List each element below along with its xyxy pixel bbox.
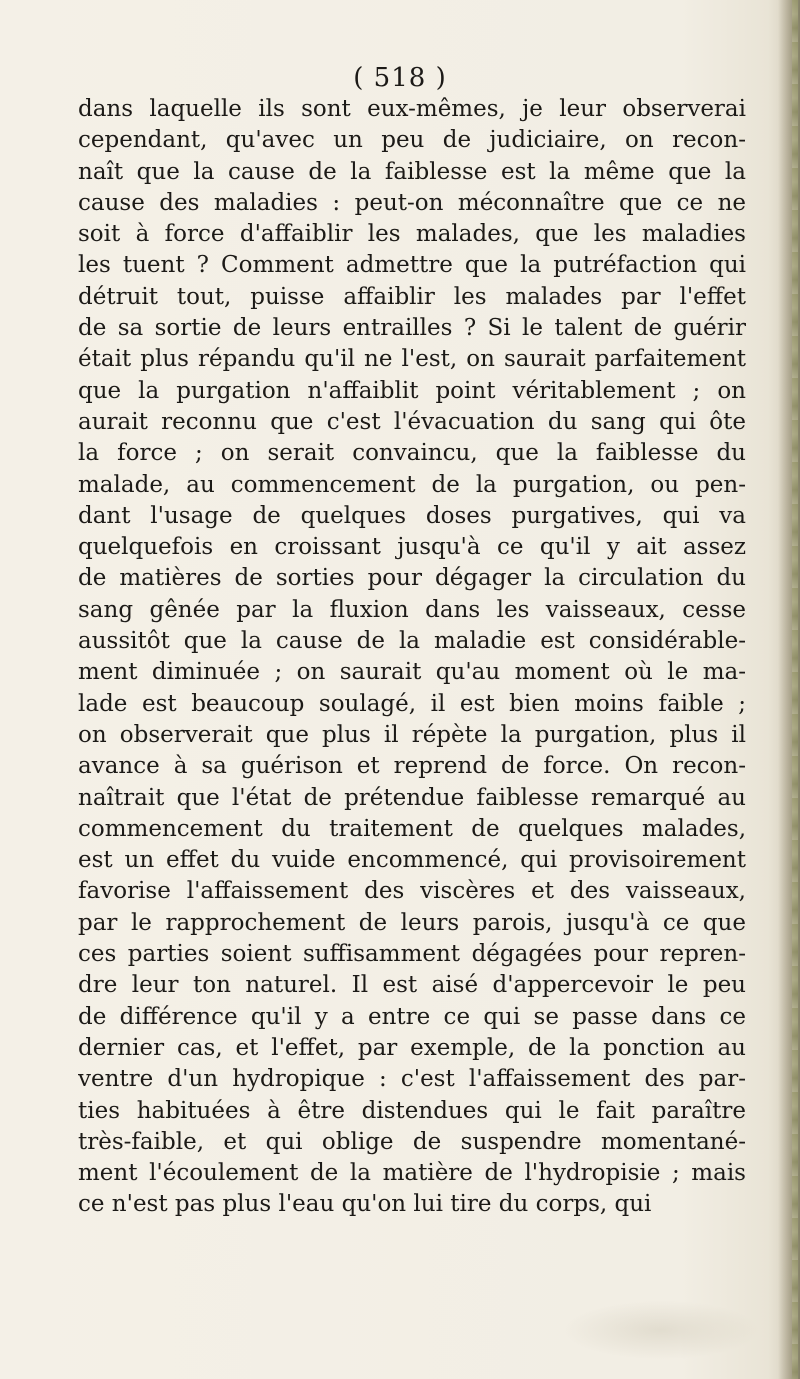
- text-line: ce n'est pas plus l'eau qu'on lui tire du corps, qui: [78, 1191, 652, 1218]
- page-number: ( 518 ): [353, 63, 447, 93]
- text-line: on observerait que plus il répète la purgation, plus il: [78, 721, 746, 748]
- text-line: cause des maladies : peut-on méconnaître que ce ne: [78, 189, 746, 216]
- text-line: dans laquelle ils sont eux-mêmes, je leur observerai: [78, 96, 746, 122]
- text-line: sang gênée par la fluxion dans les vaisseaux, cesse: [78, 596, 746, 623]
- text-line: aurait reconnu que c'est l'évacuation du sang qui ôte: [78, 408, 746, 435]
- text-line: ment l'écoulement de la matière de l'hydropisie ; mais: [78, 1160, 746, 1187]
- text-line: dernier cas, et l'effet, par exemple, de la ponction au: [78, 1034, 746, 1061]
- text-line: dant l'usage de quelques doses purgatives, qui va: [78, 502, 746, 529]
- text-line: était plus répandu qu'il ne l'est, on saurait parfaitement: [78, 346, 746, 373]
- page-edge: [792, 0, 798, 1379]
- text-line: quelquefois en croissant jusqu'à ce qu'il y ait assez: [78, 534, 746, 561]
- text-line: favorise l'affaissement des viscères et des vaisseaux,: [78, 878, 746, 905]
- text-line: malade, au commencement de la purgation, ou pen-: [78, 471, 746, 498]
- text-line: ventre d'un hydropique : c'est l'affaissement des par-: [78, 1066, 746, 1093]
- text-line: avance à sa guérison et reprend de force. On recon-: [78, 753, 746, 780]
- text-line: naît que la cause de la faiblesse est la même que la: [78, 158, 746, 185]
- text-line: lade est beaucoup soulagé, il est bien moins faible ;: [78, 690, 746, 717]
- text-line: ces parties soient suffisamment dégagées pour repren-: [78, 941, 746, 968]
- text-line: de matières de sorties pour dégager la circulation du: [78, 565, 746, 592]
- text-line: par le rapprochement de leurs parois, jusqu'à ce que: [78, 909, 746, 936]
- body-text: [78, 94, 746, 1221]
- text-line: ment diminuée ; on saurait qu'au moment où le ma-: [78, 659, 746, 686]
- text-line: soit à force d'affaiblir les malades, que les maladies: [78, 221, 746, 248]
- text-line: détruit tout, puisse affaiblir les malades par l'effet: [78, 283, 746, 310]
- text-line: aussitôt que la cause de la maladie est considérable-: [78, 628, 746, 655]
- text-line: que la purgation n'affaiblit point véritablement ; on: [78, 377, 746, 404]
- text-line: de différence qu'il y a entre ce qui se passe dans ce: [78, 1003, 746, 1030]
- text-line: dre leur ton naturel. Il est aisé d'appercevoir le peu: [78, 972, 746, 999]
- text-line: les tuent ? Comment admettre que la putréfaction qui: [78, 252, 746, 279]
- text-line: très-faible, et qui oblige de suspendre momentané-: [78, 1128, 746, 1155]
- text-line: commencement du traitement de quelques malades,: [78, 815, 746, 842]
- text-line: est un effet du vuide encommencé, qui provisoirement: [78, 847, 746, 874]
- paper-stain: [560, 1300, 760, 1360]
- text-line: la force ; on serait convaincu, que la faiblesse du: [78, 440, 746, 467]
- text-line: naîtrait que l'état de prétendue faiblesse remarqué au: [78, 784, 746, 811]
- text-line: ties habituées à être distendues qui le fait paraître: [78, 1097, 746, 1124]
- text-line: de sa sortie de leurs entrailles ? Si le talent de guérir: [78, 315, 746, 342]
- text-line: cependant, qu'avec un peu de judiciaire, on recon-: [78, 127, 746, 154]
